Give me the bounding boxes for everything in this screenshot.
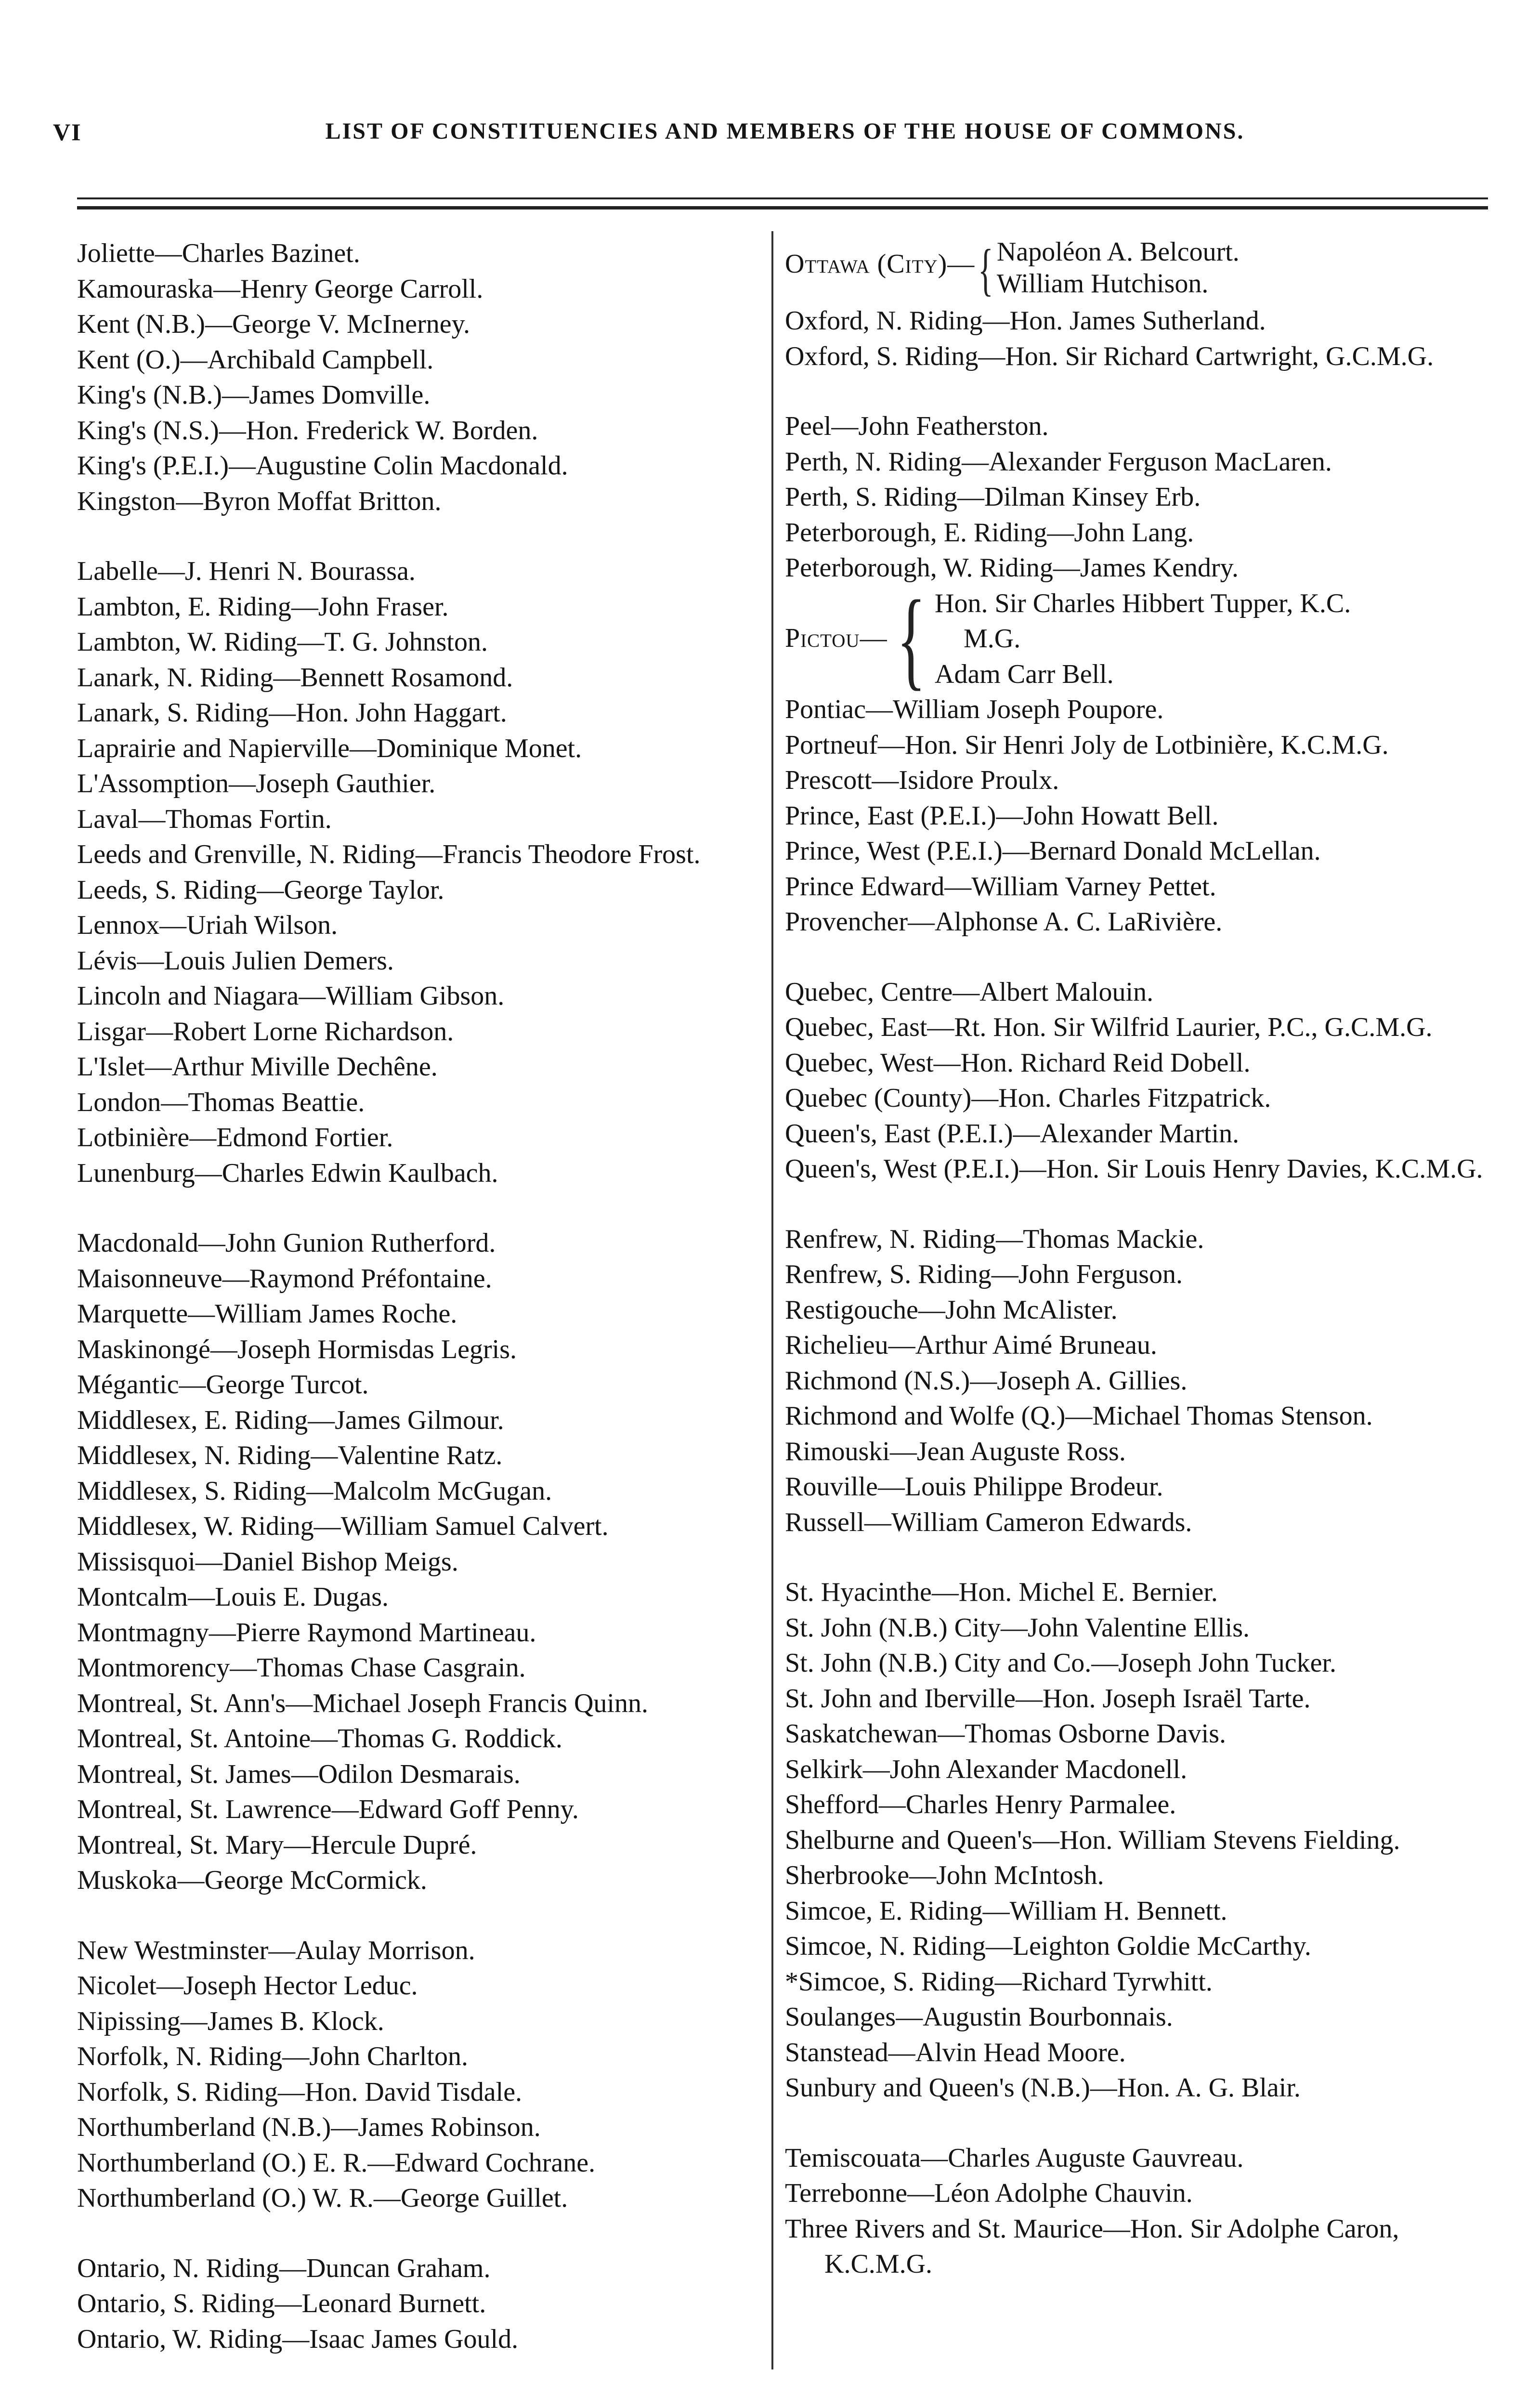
section-gap <box>785 1540 1488 1575</box>
constituency-entry: Norfolk, S. Riding—Hon. David Tisdale. <box>77 2077 522 2107</box>
constituency-entry: Labelle—J. Henri N. Bourassa. <box>77 556 416 586</box>
constituency-entry: Marquette—William James Roche. <box>77 1299 457 1329</box>
constituency-entry: St. Hyacinthe—Hon. Michel E. Bernier. <box>785 1577 1218 1607</box>
page-number: VI <box>53 118 82 145</box>
constituency-entry: Lanark, S. Riding—Hon. John Haggart. <box>77 698 507 728</box>
ottawa-label: Ottawa (City)— <box>785 249 975 279</box>
section-gap <box>785 1187 1488 1222</box>
constituency-entry: Lanark, N. Riding—Bennett Rosamond. <box>77 662 513 693</box>
left-column <box>77 236 756 2357</box>
constituency-entry: Shelburne and Queen's—Hon. William Stevens Fielding. <box>785 1825 1400 1855</box>
constituency-entry: Montreal, St. Lawrence—Edward Goff Penny. <box>77 1794 579 1824</box>
constituency-entry: Temiscouata—Charles Auguste Gauvreau. <box>785 2143 1244 2173</box>
constituency-entry: Peel—John Featherston. <box>785 411 1049 441</box>
constituency-entry: Lambton, W. Riding—T. G. Johnston. <box>77 627 488 657</box>
constituency-entry: Renfrew, N. Riding—Thomas Mackie. <box>785 1224 1204 1254</box>
constituency-entry: Richelieu—Arthur Aimé Bruneau. <box>785 1330 1157 1360</box>
constituency-entry: Kent (O.)—Archibald Campbell. <box>77 344 434 375</box>
ottawa-member: Napoléon A. Belcourt. <box>996 237 1240 267</box>
constituency-entry: Maskinongé—Joseph Hormisdas Legris. <box>77 1334 517 1364</box>
constituency-entry: Selkirk—John Alexander Macdonell. <box>785 1754 1188 1784</box>
constituency-entry: Prince, West (P.E.I.)—Bernard Donald McLellan. <box>785 836 1321 866</box>
section-gap <box>77 519 756 554</box>
constituency-entry: Muskoka—George McCormick. <box>77 1865 427 1895</box>
constituency-entry: Quebec, East—Rt. Hon. Sir Wilfrid Laurier, P.C., G.C.M.G. <box>785 1012 1433 1042</box>
section-gap <box>77 1191 756 1226</box>
constituency-entry: Soulanges—Augustin Bourbonnais. <box>785 2002 1173 2032</box>
constituency-entry: Richmond and Wolfe (Q.)—Michael Thomas Stenson. <box>785 1401 1373 1431</box>
constituency-entry: Laval—Thomas Fortin. <box>77 804 332 834</box>
constituency-entry: Shefford—Charles Henry Parmalee. <box>785 1790 1176 1819</box>
constituency-entry: Queen's, East (P.E.I.)—Alexander Martin. <box>785 1118 1240 1149</box>
constituency-entry: Northumberland (O.) W. R.—George Guillet. <box>77 2183 568 2213</box>
constituency-entry: Prince Edward—William Varney Pettet. <box>785 871 1216 902</box>
constituency-entry: Oxford, S. Riding—Hon. Sir Richard Cartwright, G.C.M.G. <box>785 341 1434 371</box>
constituency-entry: Lunenburg—Charles Edwin Kaulbach. <box>77 1158 498 1188</box>
pictou-member: M.G. <box>964 624 1021 654</box>
constituency-entry: Mégantic—George Turcot. <box>77 1370 369 1400</box>
constituency-entry: Montreal, St. Mary—Hercule Dupré. <box>77 1830 477 1860</box>
constituency-entry: Laprairie and Napierville—Dominique Monet. <box>77 733 582 763</box>
constituency-entry: Northumberland (N.B.)—James Robinson. <box>77 2112 541 2142</box>
constituency-entry: Perth, N. Riding—Alexander Ferguson MacLaren. <box>785 446 1332 477</box>
constituency-entry: Sunbury and Queen's (N.B.)—Hon. A. G. Blair. <box>785 2073 1301 2103</box>
constituency-entry: Montreal, St. Antoine—Thomas G. Roddick. <box>77 1724 562 1754</box>
page-header <box>53 118 1488 157</box>
constituency-entry: Queen's, West (P.E.I.)—Hon. Sir Louis Henry Davies, K.C.M.G. <box>785 1154 1483 1184</box>
constituency-entry: Kamouraska—Henry George Carroll. <box>77 274 483 304</box>
constituency-entry: Middlesex, N. Riding—Valentine Ratz. <box>77 1440 503 1470</box>
header-rule-thin <box>77 197 1488 199</box>
constituency-entry: London—Thomas Beattie. <box>77 1087 365 1117</box>
constituency-entry: Sherbrooke—John McIntosh. <box>785 1860 1104 1890</box>
constituency-entry: Leeds and Grenville, N. Riding—Francis Theodore Frost. <box>77 839 701 869</box>
entry-pictou <box>785 577 1488 700</box>
constituency-entry: Terrebonne—Léon Adolphe Chauvin. <box>785 2178 1193 2208</box>
constituency-entry: Kent (N.B.)—George V. McInerney. <box>77 309 470 339</box>
constituency-entry: Peterborough, W. Riding—James Kendry. <box>785 553 1239 583</box>
constituency-entry: Lincoln and Niagara—William Gibson. <box>77 981 505 1011</box>
constituency-entry: Provencher—Alphonse A. C. LaRivière. <box>785 907 1223 937</box>
right-entries-a <box>785 303 1488 586</box>
constituency-entry: Kingston—Byron Moffat Britton. <box>77 486 442 516</box>
constituency-entry: Lotbinière—Edmond Fortier. <box>77 1123 393 1152</box>
constituency-entry: Perth, S. Riding—Dilman Kinsey Erb. <box>785 482 1201 512</box>
constituency-entry: Middlesex, S. Riding—Malcolm McGugan. <box>77 1476 552 1506</box>
pictou-label: Pictou— <box>785 623 887 653</box>
section-gap <box>77 1898 756 1933</box>
header-rule-thick <box>77 206 1488 209</box>
constituency-entry: Rimouski—Jean Auguste Ross. <box>785 1436 1126 1466</box>
constituency-entry: Nipissing—James B. Klock. <box>77 2006 384 2036</box>
constituency-entry: Quebec, West—Hon. Richard Reid Dobell. <box>785 1047 1251 1078</box>
section-gap <box>77 2216 756 2251</box>
constituency-entry: Macdonald—John Gunion Rutherford. <box>77 1228 496 1258</box>
constituency-entry: Montmagny—Pierre Raymond Martineau. <box>77 1617 536 1648</box>
constituency-entry: Stanstead—Alvin Head Moore. <box>785 2037 1126 2068</box>
constituency-entry: Rouville—Louis Philippe Brodeur. <box>785 1472 1163 1502</box>
constituency-entry: Peterborough, E. Riding—John Lang. <box>785 517 1194 548</box>
right-entries-b <box>785 692 1488 2282</box>
constituency-entry: Lévis—Louis Julien Demers. <box>77 945 394 976</box>
constituency-entry: Ontario, W. Riding—Isaac James Gould. <box>77 2324 519 2354</box>
constituency-entry: Nicolet—Joseph Hector Leduc. <box>77 1971 418 2001</box>
constituency-entry: Richmond (N.S.)—Joseph A. Gillies. <box>785 1365 1188 1396</box>
constituency-entry: Quebec (County)—Hon. Charles Fitzpatrick. <box>785 1083 1271 1113</box>
constituency-entry: Portneuf—Hon. Sir Henri Joly de Lotbinière, K.C.M.G. <box>785 730 1389 760</box>
constituency-entry: Prescott—Isidore Proulx. <box>785 765 1059 795</box>
constituency-entry: King's (N.B.)—James Domville. <box>77 380 431 410</box>
constituency-entry: Restigouche—John McAlister. <box>785 1295 1118 1325</box>
constituency-entry: Three Rivers and St. Maurice—Hon. Sir Adolphe Caron, K.C.M.G. <box>785 2213 1399 2279</box>
constituency-entry: Northumberland (O.) E. R.—Edward Cochrane. <box>77 2147 596 2178</box>
constituency-entry: Lennox—Uriah Wilson. <box>77 910 338 940</box>
constituency-entry: Lambton, E. Riding—John Fraser. <box>77 591 449 622</box>
constituency-entry: Ontario, N. Riding—Duncan Graham. <box>77 2253 491 2283</box>
constituency-entry: New Westminster—Aulay Morrison. <box>77 1935 475 1965</box>
section-gap <box>785 940 1488 975</box>
constituency-entry: Montreal, St. James—Odilon Desmarais. <box>77 1759 521 1789</box>
constituency-entry: Missisquoi—Daniel Bishop Meigs. <box>77 1546 458 1577</box>
brace-glyph: { <box>978 237 993 301</box>
constituency-entry: Simcoe, N. Riding—Leighton Goldie McCarthy. <box>785 1931 1311 1961</box>
constituency-entry: King's (N.S.)—Hon. Frederick W. Borden. <box>77 415 538 445</box>
constituency-entry: Simcoe, E. Riding—William H. Bennett. <box>785 1896 1227 1926</box>
constituency-entry: Oxford, N. Riding—Hon. James Sutherland. <box>785 306 1266 336</box>
pictou-member: Hon. Sir Charles Hibbert Tupper, K.C. <box>935 588 1351 618</box>
constituency-entry: Maisonneuve—Raymond Préfontaine. <box>77 1263 492 1294</box>
constituency-entry: Prince, East (P.E.I.)—John Howatt Bell. <box>785 800 1219 831</box>
constituency-entry: Joliette—Charles Bazinet. <box>77 238 360 268</box>
constituency-entry: Ontario, S. Riding—Leonard Burnett. <box>77 2289 486 2318</box>
constituency-entry: Quebec, Centre—Albert Malouin. <box>785 977 1154 1007</box>
constituency-entry: Montcalm—Louis E. Dugas. <box>77 1582 389 1612</box>
brace-glyph: { <box>896 577 926 700</box>
constituency-entry: Norfolk, N. Riding—John Charlton. <box>77 2042 468 2071</box>
constituency-entry: Middlesex, E. Riding—James Gilmour. <box>77 1405 504 1435</box>
constituency-entry: St. John (N.B.) City—John Valentine Ellis. <box>785 1612 1250 1643</box>
constituency-entry: Leeds, S. Riding—George Taylor. <box>77 875 444 905</box>
section-gap <box>785 374 1488 409</box>
constituency-entry: L'Islet—Arthur Miville Dechêne. <box>77 1052 438 1082</box>
constituency-entry: King's (P.E.I.)—Augustine Colin Macdonald. <box>77 451 568 481</box>
pictou-member: Adam Carr Bell. <box>935 659 1114 689</box>
constituency-entry: Middlesex, W. Riding—William Samuel Calvert. <box>77 1511 609 1541</box>
constituency-entry: Pontiac—William Joseph Poupore. <box>785 694 1164 724</box>
constituency-entry: Russell—William Cameron Edwards. <box>785 1507 1192 1537</box>
constituency-entry: Montreal, St. Ann's—Michael Joseph Francis Quinn. <box>77 1688 648 1718</box>
constituency-entry: L'Assomption—Joseph Gauthier. <box>77 769 436 798</box>
constituency-entry: St. John (N.B.) City and Co.—Joseph John Tucker. <box>785 1648 1336 1678</box>
column-divider <box>771 231 773 2369</box>
section-gap <box>785 2106 1488 2141</box>
constituency-entry: Montmorency—Thomas Chase Casgrain. <box>77 1653 526 1683</box>
entry-ottawa-city <box>785 236 1488 303</box>
running-title: LIST OF CONSTITUENCIES AND MEMBERS OF THE HOUSE OF COMMONS. <box>325 118 1245 144</box>
constituency-entry: Renfrew, S. Riding—John Ferguson. <box>785 1259 1183 1289</box>
constituency-entry: St. John and Iberville—Hon. Joseph Israël Tarte. <box>785 1683 1311 1714</box>
constituency-entry: Lisgar—Robert Lorne Richardson. <box>77 1016 454 1047</box>
constituency-entry: *Simcoe, S. Riding—Richard Tyrwhitt. <box>785 1966 1213 1997</box>
constituency-entry: Saskatchewan—Thomas Osborne Davis. <box>785 1719 1227 1749</box>
right-column <box>785 236 1488 2282</box>
ottawa-member: William Hutchison. <box>996 269 1209 299</box>
